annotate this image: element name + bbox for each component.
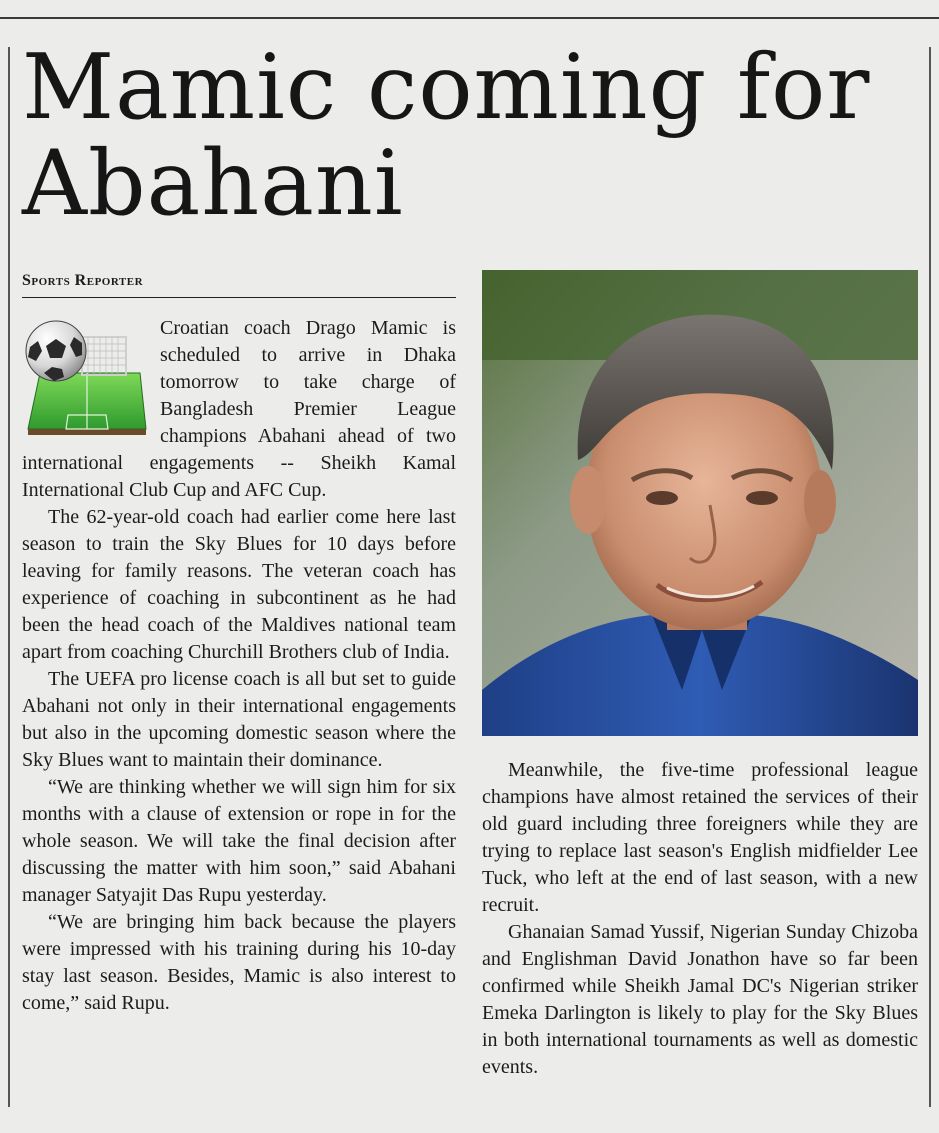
right-column-rule <box>929 47 931 1107</box>
paragraph-1: Croatian coach Drago Mamic is scheduled to arrive in Dhaka tomorrow to take charge of Bangladesh Premier League champions Abahani ahead of two international engagements -- Sheikh Kamal International Club Cup and AFC Cup. <box>22 317 456 501</box>
article-right-column <box>482 757 918 1081</box>
paragraph-6: Meanwhile, the five-time professional league champions have almost retained the services of their old guard including three foreigners while they are trying to replace last season's English midfielder Lee Tuck, who left at the end of last season, with a new recruit. <box>482 759 918 916</box>
byline-rule <box>22 297 456 298</box>
headline: Mamic coming for Abahani <box>22 35 871 236</box>
paragraph-3: The UEFA pro license coach is all but set to guide Abahani not only in their international engagements but also in the upcoming domestic season where the Sky Blues want to maintain their dominance. <box>22 668 456 771</box>
paragraph-7: Ghanaian Samad Yussif, Nigerian Sunday Chizoba and Englishman David Jonathon have so far been confirmed while Sheikh Jamal DC's Nigerian striker Emeka Darlington is likely to play for the Sky Blues in both international tournaments as well as domestic events. <box>482 921 918 1078</box>
paragraph-2: The 62-year-old coach had earlier come here last season to train the Sky Blues for 10 days before leaving for family reasons. The veteran coach has experience of coaching in subcontinent as he had been the head coach of the Maldives national team apart from coaching Churchill Brothers club of India. <box>22 506 456 663</box>
football-pitch-icon <box>22 317 150 441</box>
top-rule <box>0 17 939 19</box>
article-left-column <box>22 315 456 1017</box>
paragraph-5: “We are bringing him back because the players were impressed with his training during his 10-day stay last season. Besides, Mamic is also interest to come,” said Rupu. <box>22 911 456 1014</box>
paragraph-4: “We are thinking whether we will sign him for six months with a clause of extension or rope in for the whole season. We will take the final decision after discussing the matter with him soon,” said Abahani manager Satyajit Das Rupu yesterday. <box>22 776 456 906</box>
coach-portrait-photo <box>482 270 918 736</box>
byline: Sports Reporter <box>22 272 144 289</box>
left-column-rule <box>8 47 10 1107</box>
